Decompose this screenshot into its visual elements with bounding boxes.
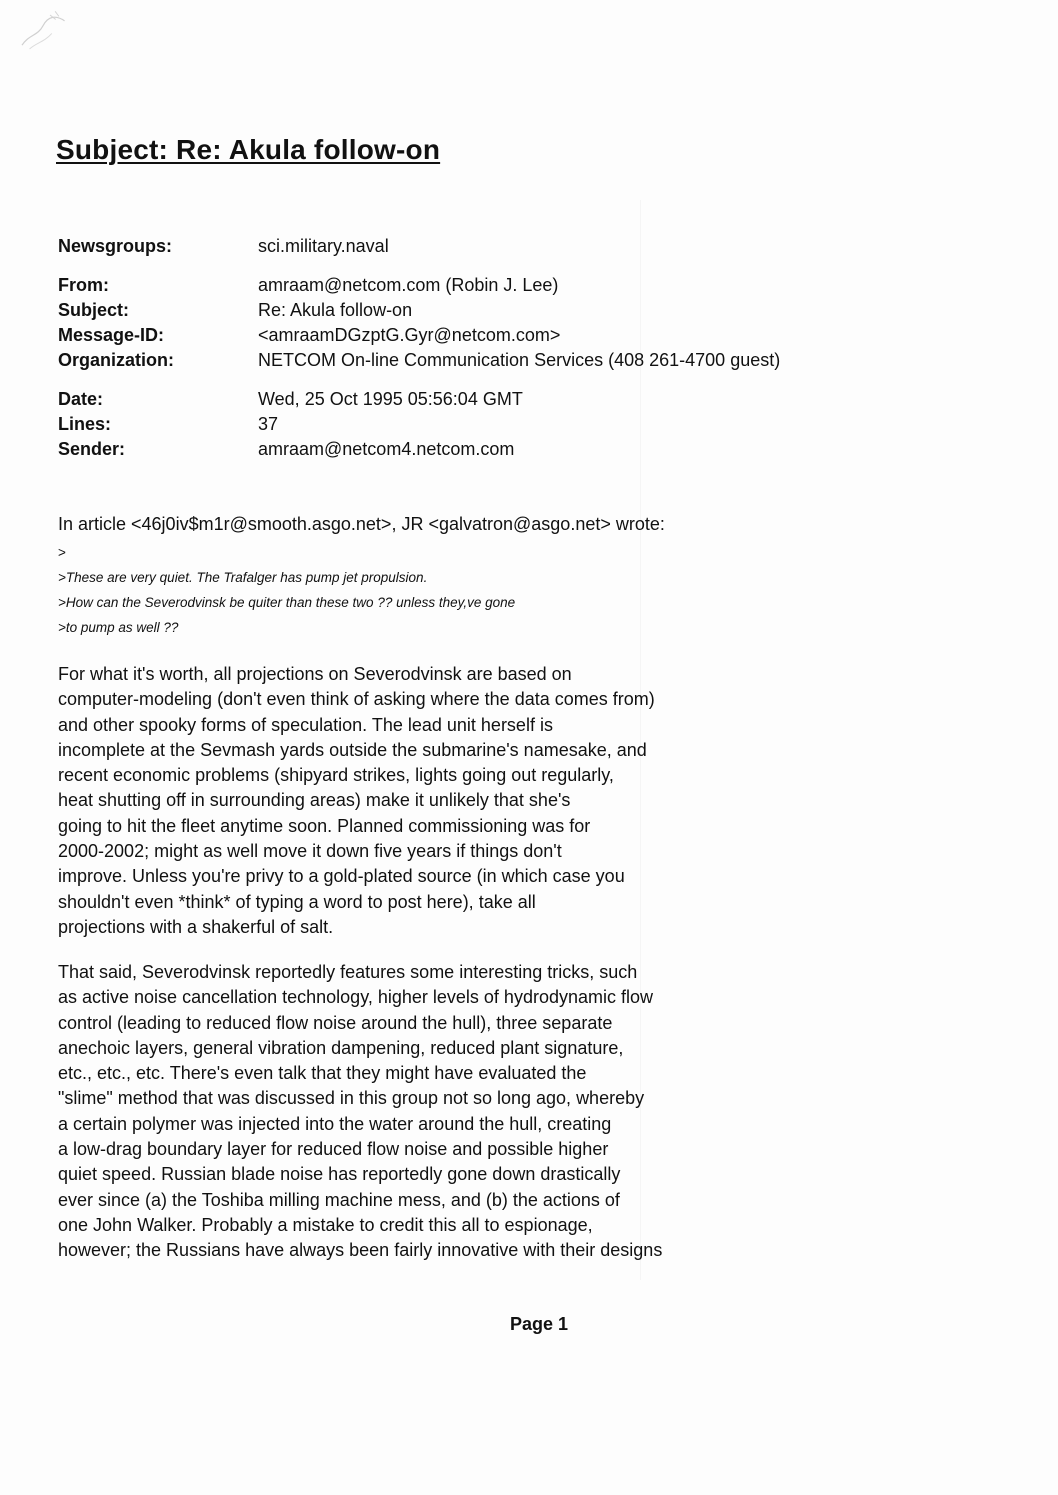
attribution-line: In article <46j0iv$m1r@smooth.asgo.net>, JR <galvatron@asgo.net> wrote:	[58, 514, 665, 534]
text-line: however; the Russians have always been fairly innovative with their designs	[58, 1240, 663, 1261]
text-line: 2000-2002; might as well move it down five years if things don't	[58, 841, 562, 862]
quoted-line: >How can the Severodvinsk be quiter than these two ?? unless they,ve gone	[58, 595, 516, 610]
header-label: Newsgroups:	[58, 236, 173, 256]
text-line: incomplete at the Sevmash yards outside the submarine's namesake, and	[58, 739, 647, 760]
quoted-text	[58, 540, 958, 640]
header-value: <amraamDGzptG.Gyr@netcom.com>	[258, 325, 561, 345]
text-line: one John Walker. Probably a mistake to credit this all to espionage,	[58, 1214, 593, 1235]
text-line: heat shutting off in surrounding areas) make it unlikely that she's	[58, 790, 571, 811]
text-line: improve. Unless you're privy to a gold-plated source (in which case you	[58, 866, 625, 887]
quoted-line: >These are very quiet. The Trafalger has pump jet propulsion.	[58, 570, 428, 585]
text-line: projections with a shakerful of salt.	[58, 916, 334, 937]
body-paragraph-1	[58, 662, 958, 940]
text-line: going to hit the fleet anytime soon. Planned commissioning was for	[58, 815, 591, 836]
header-row-sender	[58, 437, 958, 462]
text-line: a certain polymer was injected into the water around the hull, creating	[58, 1113, 612, 1134]
text-line: control (leading to reduced flow noise around the hull), three separate	[58, 1012, 613, 1033]
header-row-from	[58, 273, 958, 298]
header-value: sci.military.naval	[258, 236, 389, 256]
text-line: ever since (a) the Toshiba milling machine mess, and (b) the actions of	[58, 1189, 620, 1210]
body-paragraph-2	[58, 960, 958, 1264]
text-line: quiet speed. Russian blade noise has reportedly gone down drastically	[58, 1164, 621, 1185]
header-row-message-id	[58, 323, 958, 348]
header-row-organization	[58, 348, 958, 373]
header-label: From:	[58, 275, 109, 295]
quoted-line: >to pump as well ??	[58, 620, 179, 635]
page-number: Page 1	[509, 1314, 569, 1334]
text-line: shouldn't even *think* of typing a word to post here), take all	[58, 891, 536, 912]
header-row-subject	[58, 298, 958, 323]
header-value: 37	[258, 414, 279, 434]
header-label: Organization:	[58, 350, 174, 370]
quoted-line: >	[58, 545, 66, 560]
header-value: NETCOM On-line Communication Services (408 261-4700 guest)	[258, 350, 781, 370]
message-headers	[58, 234, 958, 462]
header-label: Subject:	[58, 300, 130, 320]
header-row-newsgroups	[58, 234, 958, 259]
header-label: Lines:	[58, 414, 112, 434]
scan-smudge-mark	[10, 0, 89, 58]
text-line: recent economic problems (shipyard strikes, lights going out regularly,	[58, 765, 614, 786]
page-title: Subject: Re: Akula follow-on	[56, 134, 441, 165]
text-line: "slime" method that was discussed in this group not so long ago, whereby	[58, 1088, 645, 1109]
scan-smudge-icon	[10, 0, 89, 58]
header-label: Date:	[58, 389, 104, 409]
text-line: a low-drag boundary layer for reduced flow noise and possible higher	[58, 1139, 609, 1160]
header-value: amraam@netcom4.netcom.com	[258, 439, 515, 459]
text-line: For what it's worth, all projections on Severodvinsk are based on	[58, 664, 572, 684]
text-line: etc., etc., etc. There's even talk that they might have evaluated the	[58, 1063, 587, 1084]
text-line: That said, Severodvinsk reportedly features some interesting tricks, such	[58, 962, 638, 982]
text-line: as active noise cancellation technology, higher levels of hydrodynamic flow	[58, 987, 653, 1008]
header-value: amraam@netcom.com (Robin J. Lee)	[258, 275, 559, 295]
header-label: Sender:	[58, 439, 126, 459]
header-row-lines	[58, 412, 958, 437]
header-value: Re: Akula follow-on	[258, 300, 413, 320]
text-line: computer-modeling (don't even think of asking where the data comes from)	[58, 689, 655, 710]
header-value: Wed, 25 Oct 1995 05:56:04 GMT	[258, 389, 523, 409]
text-line: and other spooky forms of speculation. The lead unit herself is	[58, 714, 553, 735]
header-row-date	[58, 387, 958, 412]
header-label: Message-ID:	[58, 325, 165, 345]
text-line: anechoic layers, general vibration dampening, reduced plant signature,	[58, 1037, 624, 1058]
